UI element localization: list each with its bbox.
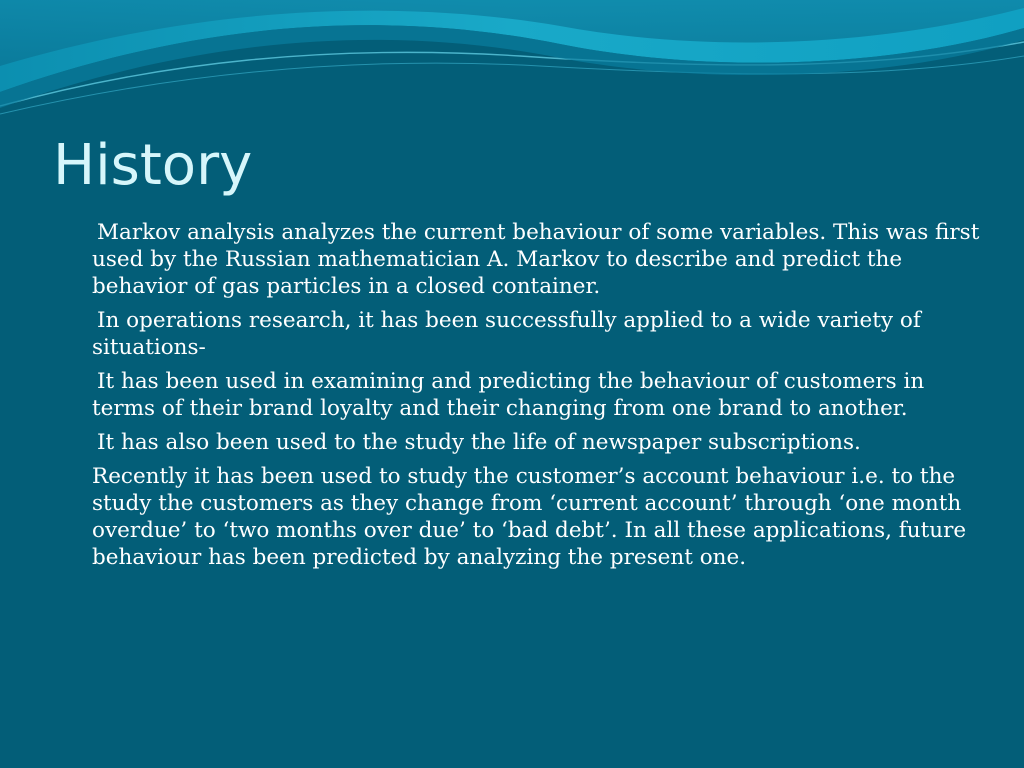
slide-body [92, 219, 982, 578]
paragraph-operations-research: In operations research, it has been successfully applied to a wide variety of situations- [92, 308, 921, 360]
slide-title: History [53, 133, 253, 198]
paragraph-brand-loyalty: It has been used in examining and predicting the behaviour of customers in terms of their brand loyalty and their changing from one brand to another. [92, 369, 925, 421]
paragraph-markov-intro: Markov analysis analyzes the current behaviour of some variables. This was first used by the Russian mathematician A. Markov to describe and predict the behavior of gas particles in a closed container. [92, 220, 980, 299]
wave-header-decoration [0, 0, 1024, 130]
paragraph-newspaper-subscriptions: It has also been used to the study the life of newspaper subscriptions. [97, 430, 861, 455]
paragraph-account-behaviour: Recently it has been used to study the customer’s account behaviour i.e. to the study the customers as they change from ‘current account’ through ‘one month overdue’ to ‘two months over due’ to ‘bad debt’. In all these applications, future behaviour has been predicted by analyzing the present one. [92, 464, 967, 570]
